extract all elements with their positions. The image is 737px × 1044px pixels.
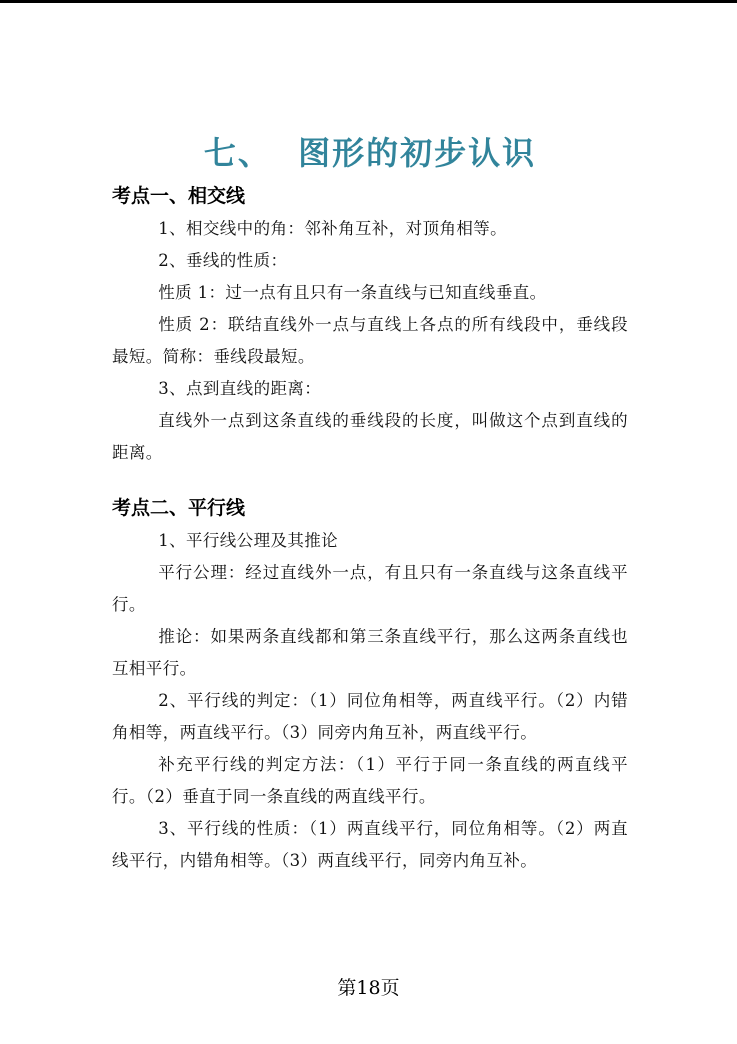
chapter-title: 七、 图形的初步认识: [203, 134, 537, 172]
page-number: 第18页: [337, 977, 400, 999]
section-heading: 考点一、相交线: [112, 185, 246, 207]
paragraph: 推论：如果两条直线都和第三条直线平行，那么这两条直线也互相平行。: [112, 627, 628, 678]
section-parallel-lines: [112, 491, 628, 877]
paragraph: 2、平行线的判定：（1）同位角相等，两直线平行。（2）内错角相等，两直线平行。（3）同旁内角互补，两直线平行。: [112, 691, 628, 742]
paragraph: 性质 2：联结直线外一点与直线上各点的所有线段中，垂线段最短。简称：垂线段最短。: [112, 315, 628, 366]
paragraph: 补充平行线的判定方法：（1）平行于同一条直线的两直线平行。（2）垂直于同一条直线的两直线平行。: [112, 755, 628, 806]
section-intersecting-lines: [112, 179, 628, 469]
paragraph: 1、平行线公理及其推论: [158, 531, 339, 550]
top-border-line: [0, 0, 737, 3]
paragraph: 3、点到直线的距离：: [158, 379, 322, 398]
paragraph: 平行公理：经过直线外一点，有且只有一条直线与这条直线平行。: [112, 563, 628, 614]
paragraph: 性质 1：过一点有且只有一条直线与已知直线垂直。: [158, 283, 547, 302]
paragraph: 1、相交线中的角：邻补角互补，对顶角相等。: [158, 219, 508, 238]
paragraph: 3、平行线的性质：（1）两直线平行，同位角相等。（2）两直线平行，内错角相等。（3）两直线平行，同旁内角互补。: [112, 819, 628, 870]
paragraph: 2、垂线的性质：: [158, 251, 288, 270]
paragraph: 直线外一点到这条直线的垂线段的长度，叫做这个点到直线的距离。: [112, 411, 628, 462]
section-heading: 考点二、平行线: [112, 497, 246, 519]
